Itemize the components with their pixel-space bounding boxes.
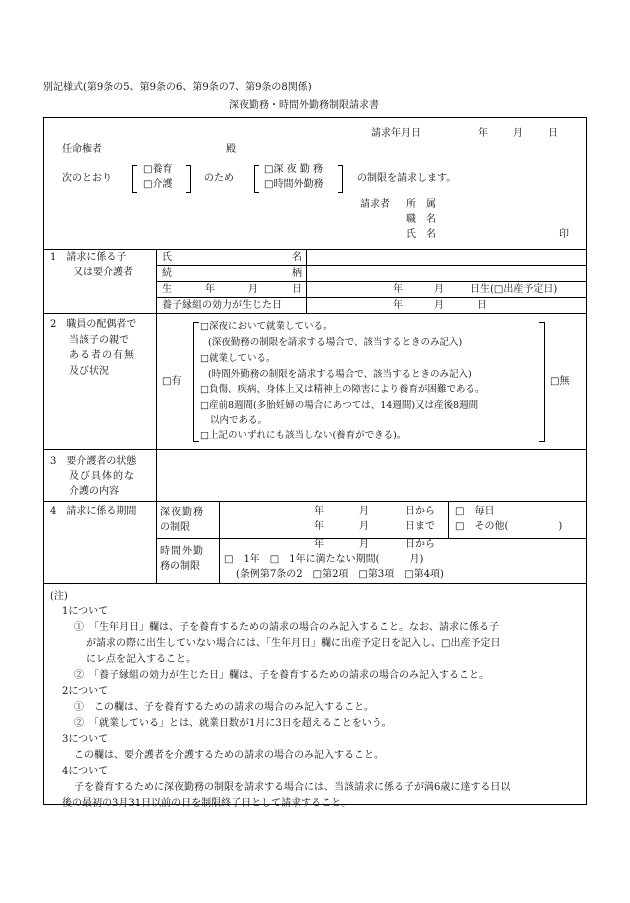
overtime-limit-label: 時間外勤 [160, 546, 204, 557]
affiliation-label: 所 属 [406, 199, 436, 210]
divider [44, 313, 586, 314]
checkbox-spouse-none[interactable]: □無 [550, 376, 570, 387]
night-from-year: 年 [314, 506, 324, 517]
night-limit-label: 深夜勤務 [160, 507, 204, 518]
checkbox-every-day[interactable]: □ 毎日 [455, 506, 495, 517]
bracket-open [132, 165, 137, 193]
sec1-label: 1 請求に係る子 [50, 252, 127, 263]
checkbox-overtime-period[interactable]: □ 1年 □ 1年に満たない期間( 月) [224, 554, 424, 565]
divider [306, 249, 307, 313]
appointer-label: 任命権者 [62, 144, 102, 155]
sec2-label: 当該子の親で [69, 335, 129, 346]
night-limit-label: の制限 [160, 522, 190, 533]
checkbox-spouse-exists[interactable]: □有 [162, 376, 182, 387]
note-line: が請求の際に出生していない場合には、「生年月日」欄に出産予定日を記入し、□出産予定日 [86, 638, 501, 649]
checkbox-child-care[interactable]: □養育 [143, 164, 173, 175]
honorific: 殿 [226, 144, 236, 155]
divider [156, 297, 586, 298]
adoption-year: 年 [393, 300, 403, 311]
note-line: にレ点を記入すること。 [86, 654, 196, 665]
name-label: 氏 名 [406, 229, 436, 240]
for-the-text: のため [204, 173, 234, 184]
as-follows-text: 次のとおり [62, 173, 112, 184]
divider [448, 501, 449, 538]
request-text: の制限を請求します。 [357, 173, 457, 184]
request-year: 年 [478, 128, 488, 139]
checkbox-spouse-option[interactable]: □負傷、疾病、身体上又は精神上の障害により養育が困難である。 [200, 384, 485, 395]
divider [156, 538, 586, 539]
bracket-close [338, 165, 343, 193]
night-from-month: 月 [359, 506, 369, 517]
note-line: 3について [62, 734, 109, 745]
divider [44, 501, 586, 502]
form-title: 深夜勤務・時間外勤務制限請求書 [229, 100, 379, 111]
divider [219, 501, 220, 583]
notes-heading: (注) [50, 591, 68, 602]
bracket-open [193, 322, 199, 442]
divider [44, 583, 586, 584]
note-line: この欄は、要介護者を介護するための請求の場合のみ記入すること。 [74, 750, 384, 761]
request-date-label: 請求年月日 [371, 128, 421, 139]
overtime-limit-label: 務の制限 [160, 561, 200, 572]
birth-label: 年 [205, 284, 215, 295]
sec2-label: 及び状況 [69, 366, 109, 377]
checkbox-spouse-option[interactable]: □上記のいずれにも該当しない(養育ができる)。 [200, 430, 407, 441]
birth-label: 月 [248, 284, 258, 295]
adoption-label: 養子縁組の効力が生じた日 [162, 300, 282, 311]
note-line: 4について [62, 766, 109, 777]
sec2-label: ある者の有無 [69, 350, 135, 361]
relationship-label: 柄 [292, 268, 302, 279]
overtime-from-day: 日から [405, 539, 435, 550]
checkbox-spouse-option[interactable]: □就業している。 [200, 353, 276, 364]
sec1-label: 又は要介護者 [73, 267, 133, 278]
checkbox-spouse-option[interactable]: □深夜において就業している。 [200, 321, 333, 332]
checkbox-nursing-care[interactable]: □介護 [143, 179, 173, 190]
birth-year: 年 [393, 284, 403, 295]
sec3-label: 3 要介護者の状態 [50, 456, 137, 467]
night-until-year: 年 [314, 521, 324, 532]
checkbox-night-work[interactable]: □深 夜 勤 務 [264, 164, 323, 175]
note-line: 2について [62, 686, 109, 697]
checkbox-article-clause[interactable]: (条例第7条の2 □第2項 □第3項 □第4項) [236, 569, 444, 580]
divider [44, 249, 586, 250]
seal-mark: 印 [559, 229, 569, 240]
overtime-from-year: 年 [314, 539, 324, 550]
adoption-day: 日 [477, 300, 487, 311]
sec3-label: 介護の内容 [69, 486, 119, 497]
name-field-label: 名 [292, 252, 302, 263]
birth-label: 日 [292, 284, 302, 295]
bracket-close [539, 322, 545, 442]
night-until-day: 日まで [405, 521, 435, 532]
request-day: 日 [548, 128, 558, 139]
option-note: (時間外勤務の制限を請求する場合で、該当するときのみ記入) [208, 369, 472, 380]
note-line: ② 「就業している」とは、就業日数が1月に3日を超えることをいう。 [74, 718, 392, 729]
divider [44, 449, 586, 450]
note-line: ① 「生年月日」欄は、子を養育するための請求の場合のみ記入すること。なお、請求に係る子 [74, 622, 499, 633]
request-month: 月 [513, 128, 523, 139]
divider [156, 265, 586, 266]
relationship-label: 続 [162, 268, 172, 279]
note-line: ② 「養子縁組の効力が生じた日」欄は、子を養育するための請求の場合のみ記入すること。 [74, 670, 489, 681]
position-label: 職 名 [406, 214, 436, 225]
note-line: 1について [62, 606, 109, 617]
bracket-open [254, 165, 259, 193]
option-note: 以内である。 [210, 415, 268, 426]
night-from-day: 日から [405, 506, 435, 517]
name-field-label: 氏 [162, 252, 172, 263]
checkbox-spouse-option[interactable]: □産前8週間(多胎妊婦の場合にあつては、14週間)又は産後8週間 [200, 400, 479, 411]
night-until-month: 月 [359, 521, 369, 532]
overtime-from-month: 月 [359, 539, 369, 550]
note-line: 後の最初の3月31日以前の日を制限終了日として請求すること。 [62, 798, 352, 809]
sec2-label: 2 職員の配偶者で [50, 319, 137, 330]
checkbox-overtime[interactable]: □時間外勤務 [264, 179, 324, 190]
requester-label: 請求者 [360, 199, 390, 210]
bracket-close [186, 165, 191, 193]
adoption-month: 月 [434, 300, 444, 311]
style-label: 別記様式(第9条の5、第9条の6、第9条の7、第9条の8関係) [43, 82, 312, 93]
divider [156, 249, 157, 583]
checkbox-due-date[interactable]: 日生(□出産予定日) [470, 284, 558, 295]
note-line: 子を養育するために深夜勤務の制限を請求する場合には、当該請求に係る子が満6歳に達する日以 [74, 782, 511, 793]
birth-month: 月 [434, 284, 444, 295]
option-note: (深夜勤務の制限を請求する場合で、該当するときのみ記入) [208, 337, 463, 348]
sec4-label: 4 請求に係る期間 [50, 506, 137, 517]
checkbox-other[interactable]: □ その他( ) [455, 521, 563, 532]
note-line: ① この欄は、子を養育するための請求の場合のみ記入すること。 [74, 702, 374, 713]
sec3-label: 及び具体的な [69, 471, 135, 482]
birth-label: 生 [162, 284, 172, 295]
divider [156, 281, 586, 282]
